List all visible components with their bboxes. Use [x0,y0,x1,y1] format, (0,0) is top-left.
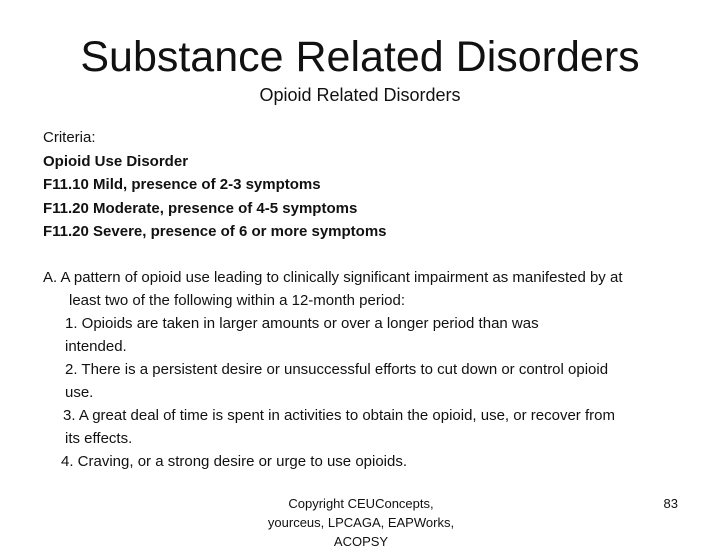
symptom-3-line-1: 3. A great deal of time is spent in activities to obtain the opioid, use, or recover from [63,407,615,424]
page-number: 83 [663,496,678,511]
criteria-moderate: F11.20 Moderate, presence of 4-5 symptoms [43,199,358,217]
symptom-4-line-1: 4. Craving, or a strong desire or urge to use opioids. [61,453,408,470]
criterion-a-line-2: least two of the following within a 12-month period: [69,292,406,309]
symptom-3-line-2: its effects. [65,430,133,447]
symptom-1-line-2: intended. [65,338,127,355]
copyright-line-2: yourceus, LPCAGA, EAPWorks, [267,515,455,530]
slide-title: Substance Related Disorders [80,33,640,81]
copyright-line-3: ACOPSY [333,534,389,549]
criteria-description [43,266,688,473]
symptom-1-line-1: 1. Opioids are taken in larger amounts or over a longer period than was [65,315,539,332]
symptom-2-line-1: 2. There is a persistent desire or unsuccessful efforts to cut down or control opioid [65,361,609,378]
copyright-footer [246,494,476,551]
slide-subtitle: Opioid Related Disorders [259,85,461,105]
criterion-a-line-1: A. A pattern of opioid use leading to clinically significant impairment as manifested by at [43,269,623,286]
copyright-line-1: Copyright CEUConcepts, [288,496,434,511]
criteria-label: Criteria: [43,129,96,146]
criteria-block [43,126,683,244]
criteria-heading: Opioid Use Disorder [43,152,189,170]
criteria-mild: F11.10 Mild, presence of 2-3 symptoms [43,176,321,193]
symptom-2-line-2: use. [65,384,94,401]
criteria-severe: F11.20 Severe, presence of 6 or more symptoms [43,223,387,240]
